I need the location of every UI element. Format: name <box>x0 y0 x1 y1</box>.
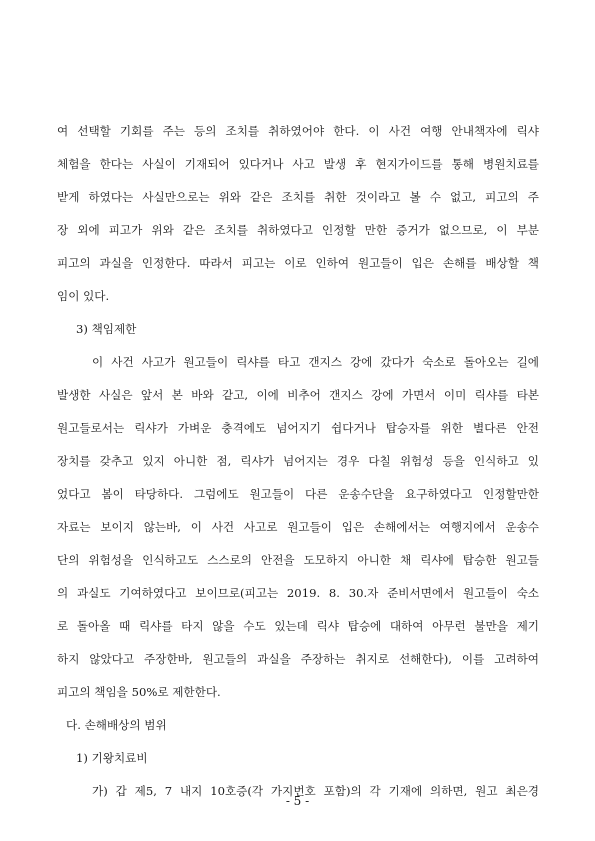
paragraph-line: 로 돌아올 때 릭샤를 타지 않을 수도 있는데 릭샤 탑승에 대하여 아무런 불만을 제기 <box>57 619 539 633</box>
paragraph-line: 장치를 갖추고 있지 아니한 점, 릭샤가 넘어지는 경우 다칠 위험성 등을 인식하고 있 <box>57 454 539 468</box>
paragraph-line: 자료는 보이지 않는바, 이 사건 사고로 원고들이 입은 손해에서는 여행지에서 운송수 <box>57 520 539 534</box>
paragraph-line: 피고의 과실을 인정한다. 따라서 피고는 이로 인하여 원고들이 입은 손해를 배상할 책 <box>57 256 539 270</box>
section-heading: 3) 책임제한 <box>76 322 137 336</box>
paragraph-line: 었다고 봄이 타당하다. 그럼에도 원고들이 다른 운송수단을 요구하였다고 인정할만한 <box>57 487 539 501</box>
paragraph-line: 발생한 사실은 앞서 본 바와 같고, 이에 비추어 갠지스 강에 가면서 이미 릭샤를 타본 <box>57 388 539 402</box>
section-heading: 1) 기왕치료비 <box>76 751 148 765</box>
paragraph-line: 가) 갑 제5, 7 내지 10호증(각 가지번호 포함)의 각 기재에 의하면, 원고 최은경 <box>92 784 539 798</box>
paragraph-line: 장 외에 피고가 위와 같은 조치를 취하였다고 인정할 만한 증거가 없으므로, 이 부분 <box>57 223 539 237</box>
paragraph-line: 원고들로서는 릭샤가 가벼운 충격에도 넘어지기 쉽다거나 탑승자를 위한 별다른 안전 <box>57 421 539 435</box>
paragraph-line: 단의 위험성을 인식하고도 스스로의 안전을 도모하지 아니한 채 릭샤에 탑승한 원고들 <box>57 553 539 567</box>
paragraph-line: 여 선택할 기회를 주는 등의 조치를 취하였어야 한다. 이 사건 여행 안내책자에 릭샤 <box>57 124 539 138</box>
paragraph-line: 임이 있다. <box>57 289 110 303</box>
page-number: - 5 - <box>285 794 310 808</box>
paragraph-line: 체험을 한다는 사실이 기재되어 있다거나 사고 발생 후 현지가이드를 통해 병원치료를 <box>57 157 539 171</box>
paragraph-line: 받게 하였다는 사실만으로는 위와 같은 조치를 취한 것이라고 볼 수 없고, 피고의 주 <box>57 190 539 204</box>
paragraph-line: 의 과실도 기여하였다고 보이므로(피고는 2019. 8. 30.자 준비서면에서 원고들이 숙소 <box>57 586 539 600</box>
section-heading: 다. 손해배상의 범위 <box>66 718 167 732</box>
paragraph-line: 이 사건 사고가 원고들이 릭샤를 타고 갠지스 강에 갔다가 숙소로 돌아오는 길에 <box>92 355 539 369</box>
paragraph-line: 하지 않았다고 주장한바, 원고들의 과실을 주장하는 취지로 선해한다), 이를 고려하여 <box>57 652 539 666</box>
paragraph-line: 피고의 책임을 50%로 제한한다. <box>57 685 221 699</box>
